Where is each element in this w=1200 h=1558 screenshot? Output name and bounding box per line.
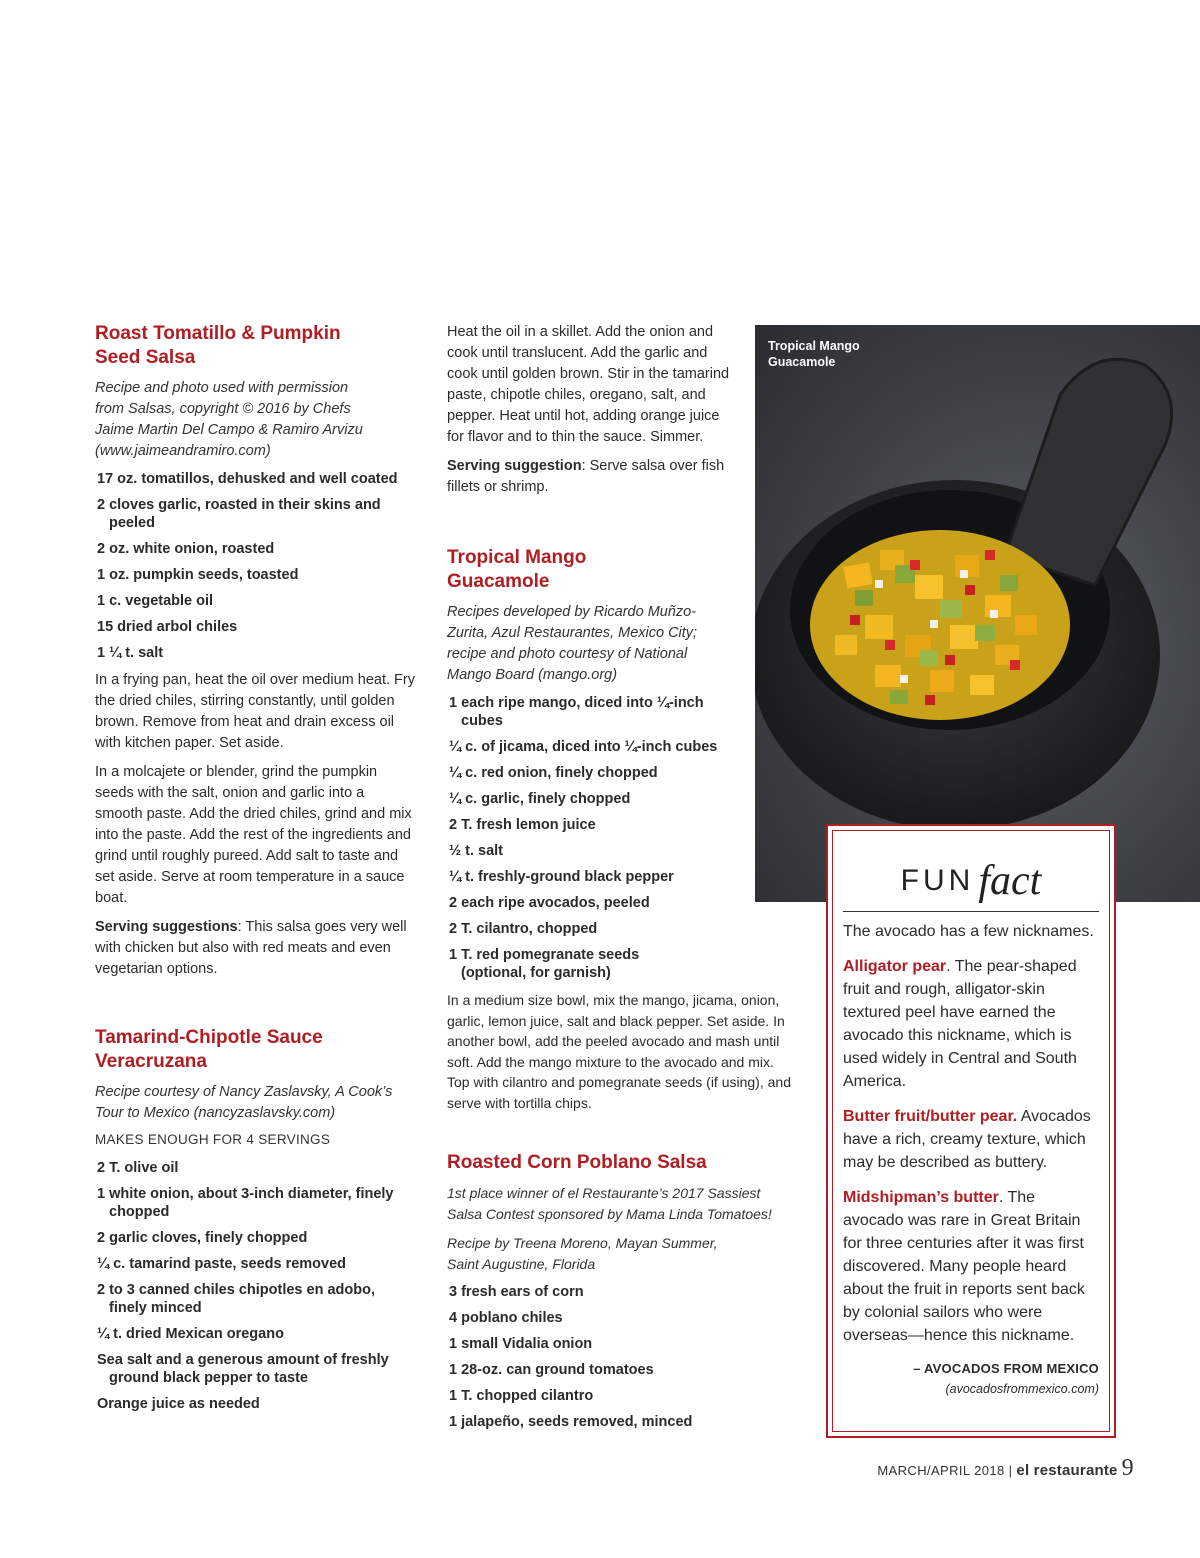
ingredient-item: 2 garlic cloves, finely chopped <box>97 1230 308 1246</box>
molcajete-illustration <box>755 325 1200 902</box>
issue-date: MARCH/APRIL 2018 <box>877 1463 1005 1478</box>
fun-fact-term: Butter fruit/butter pear. <box>843 1108 1018 1125</box>
fun-fact-item <box>843 955 1099 1093</box>
ingredient-item: 1 c. vegetable oil <box>97 593 214 609</box>
fun-fact-divider <box>843 911 1099 912</box>
ingredient-item: 2 each ripe avocados, peeled <box>449 895 650 911</box>
ingredient-item: 1 each ripe mango, diced into ¼-inch cubes <box>449 695 704 729</box>
ingredient-item: 1 white onion, about 3-inch diameter, finely chopped <box>97 1186 394 1220</box>
ingredient-item: 1 T. red pomegranate seeds (optional, for garnish) <box>449 947 640 981</box>
fun-fact-term: Midshipman’s butter <box>843 1189 999 1206</box>
ingredient-item: 15 dried arbol chiles <box>97 619 238 635</box>
recipe-title-poblano: Roasted Corn Poblano Salsa <box>447 1152 707 1173</box>
serving-suggestion <box>447 456 732 498</box>
middle-column <box>447 322 797 1439</box>
ingredient-item: 1 28-oz. can ground tomatoes <box>449 1362 654 1378</box>
servings-note: MAKES ENOUGH FOR 4 SERVINGS <box>95 1132 331 1147</box>
recipe-credit: Recipe and photo used with permission from Salsas, copyright © 2016 by Chefs Jaime Martin Del Campo & Ramiro Arvizu (www.jaimeandramiro.com) <box>95 380 363 459</box>
guacamole-photo <box>755 325 1200 902</box>
ingredient-item: 2 T. cilantro, chopped <box>449 921 598 937</box>
recipe-title-mango: Tropical Mango Guacamole <box>447 547 587 592</box>
ingredient-list <box>97 1159 415 1413</box>
pestle <box>1005 359 1172 585</box>
recipe-credit: Recipes developed by Ricardo Muñzo-Zurita, Azul Restaurantes, Mexico City; recipe and photo courtesy of National Mango Board (mango.org) <box>447 604 698 683</box>
serving-suggestion <box>95 917 415 980</box>
ingredient-item: 2 T. fresh lemon juice <box>449 817 596 833</box>
fun-fact-heading <box>843 857 1099 911</box>
ingredient-list <box>97 470 415 662</box>
fun-fact-heading-fact: fact <box>978 858 1042 904</box>
ingredient-item: 1 small Vidalia onion <box>449 1336 593 1352</box>
ingredient-item: 1 jalapeño, seeds removed, minced <box>449 1414 693 1430</box>
ingredient-item: 2 to 3 canned chiles chipotles en adobo, finely minced <box>97 1282 375 1316</box>
fun-fact-item <box>843 1105 1099 1174</box>
ingredient-item: ½ t. salt <box>449 843 503 859</box>
magazine-name: el restaurante <box>1016 1462 1118 1479</box>
ingredient-item: 1 ¼ t. salt <box>97 645 164 661</box>
recipe-directions: In a frying pan, heat the oil over medium heat. Fry the dried chiles, stirring constantly, until golden brown. Remove from heat and drain excess oil with kitchen paper. Set aside. <box>95 672 415 751</box>
ingredient-item: 2 T. olive oil <box>97 1160 179 1176</box>
left-column <box>95 322 415 1421</box>
ingredient-item: ¼ c. of jicama, diced into ¼-inch cubes <box>449 739 718 755</box>
fun-fact-text: Avocados have a rich, creamy texture, which may be described as buttery. <box>843 1108 1091 1171</box>
ingredient-item: 1 T. chopped cilantro <box>449 1388 594 1404</box>
fun-fact-url: (avocadosfrommexico.com) <box>945 1382 1099 1396</box>
ingredient-item: ¼ c. tamarind paste, seeds removed <box>97 1256 347 1272</box>
footer-separator: | <box>1008 1463 1013 1478</box>
recipe-directions: Heat the oil in a skillet. Add the onion and cook until translucent. Add the garlic and cook until golden brown. Stir in the tamarind paste, chipotle chiles, oregano, salt, and pepper. Heat until hot, adding orange juice for flavor and to thin the sauce. Simmer. <box>447 324 730 445</box>
recipe-title-tamarind: Tamarind-Chipotle Sauce Veracruzana <box>95 1027 323 1072</box>
serving-label: Serving suggestions <box>95 919 238 935</box>
recipe-credit: Recipe courtesy of Nancy Zaslavsky, A Cook’s Tour to Mexico (nancyzaslavsky.com) <box>95 1084 393 1121</box>
ingredient-list <box>449 1283 797 1431</box>
fun-fact-item <box>843 1186 1099 1347</box>
ingredient-item: 1 oz. pumpkin seeds, toasted <box>97 567 299 583</box>
ingredient-item: ¼ t. dried Mexican oregano <box>97 1326 284 1342</box>
fun-fact-text: . The avocado was rare in Great Britain for three centuries after it was first discovered. Many people heard about the fruit in reports sent back by colonial sailors who were overseas—hence this nickname. <box>843 1189 1085 1344</box>
page-number: 9 <box>1121 1455 1134 1481</box>
ingredient-item: 2 oz. white onion, roasted <box>97 541 275 557</box>
recipe-title-roast-tomatillo: Roast Tomatillo & Pumpkin Seed Salsa <box>95 323 341 368</box>
fun-fact-box <box>826 824 1116 1438</box>
ingredient-item: Orange juice as needed <box>97 1396 260 1412</box>
recipe-credit: Recipe by Treena Moreno, Mayan Summer, Saint Augustine, Florida <box>447 1235 718 1272</box>
ingredient-list <box>449 694 749 982</box>
fun-fact-inner <box>832 830 1110 1432</box>
ingredient-item: 4 poblano chiles <box>449 1310 563 1326</box>
recipe-directions: In a medium size bowl, mix the mango, jicama, onion, garlic, lemon juice, salt and black pepper. Set aside. In another bowl, add the peeled avocado and mash until soft. Add the mango mixture to the avocado and mix. Top with cilantro and pomegranate seeds (if using), and serve with tortilla chips. <box>447 992 791 1111</box>
ingredient-item: ¼ t. freshly-ground black pepper <box>449 869 674 885</box>
ingredient-item: ¼ c. garlic, finely chopped <box>449 791 631 807</box>
ingredient-item: 17 oz. tomatillos, dehusked and well coated <box>97 471 398 487</box>
serving-label: Serving suggestion <box>447 458 582 474</box>
recipe-credit: 1st place winner of el Restaurante’s 2017 Sassiest Salsa Contest sponsored by Mama Linda Tomatoes! <box>447 1185 772 1222</box>
ingredient-item: ¼ c. red onion, finely chopped <box>449 765 658 781</box>
photo-caption: Tropical Mango Guacamole <box>768 339 860 369</box>
ingredient-item: 2 cloves garlic, roasted in their skins and peeled <box>97 497 381 531</box>
fun-fact-text: . The pear-shaped fruit and rough, alligator-skin textured peel have earned the avocado this nickname, which is used widely in Central and South America. <box>843 958 1077 1090</box>
fun-fact-source: – AVOCADOS FROM MEXICO <box>913 1361 1099 1376</box>
recipe-directions: In a molcajete or blender, grind the pumpkin seeds with the salt, onion and garlic into a smooth paste. Add the dried chiles, grind and mix into the paste. Add the rest of the ingredients and grind until roughly pureed. Add salt to taste and set aside. Serve at room temperature in a sauce boat. <box>95 764 412 906</box>
serving-text: : This salsa goes very well with chicken but also with red meats and even vegetarian options. <box>95 919 407 977</box>
serving-text: : Serve salsa over fish fillets or shrimp. <box>447 458 725 495</box>
page-footer <box>877 1455 1134 1482</box>
fun-fact-intro: The avocado has a few nicknames. <box>843 923 1094 940</box>
ingredient-item: 3 fresh ears of corn <box>449 1284 584 1300</box>
fun-fact-heading-fun: FUN <box>900 864 975 897</box>
fun-fact-term: Alligator pear <box>843 958 947 975</box>
ingredient-item: Sea salt and a generous amount of freshly ground black pepper to taste <box>97 1352 389 1386</box>
